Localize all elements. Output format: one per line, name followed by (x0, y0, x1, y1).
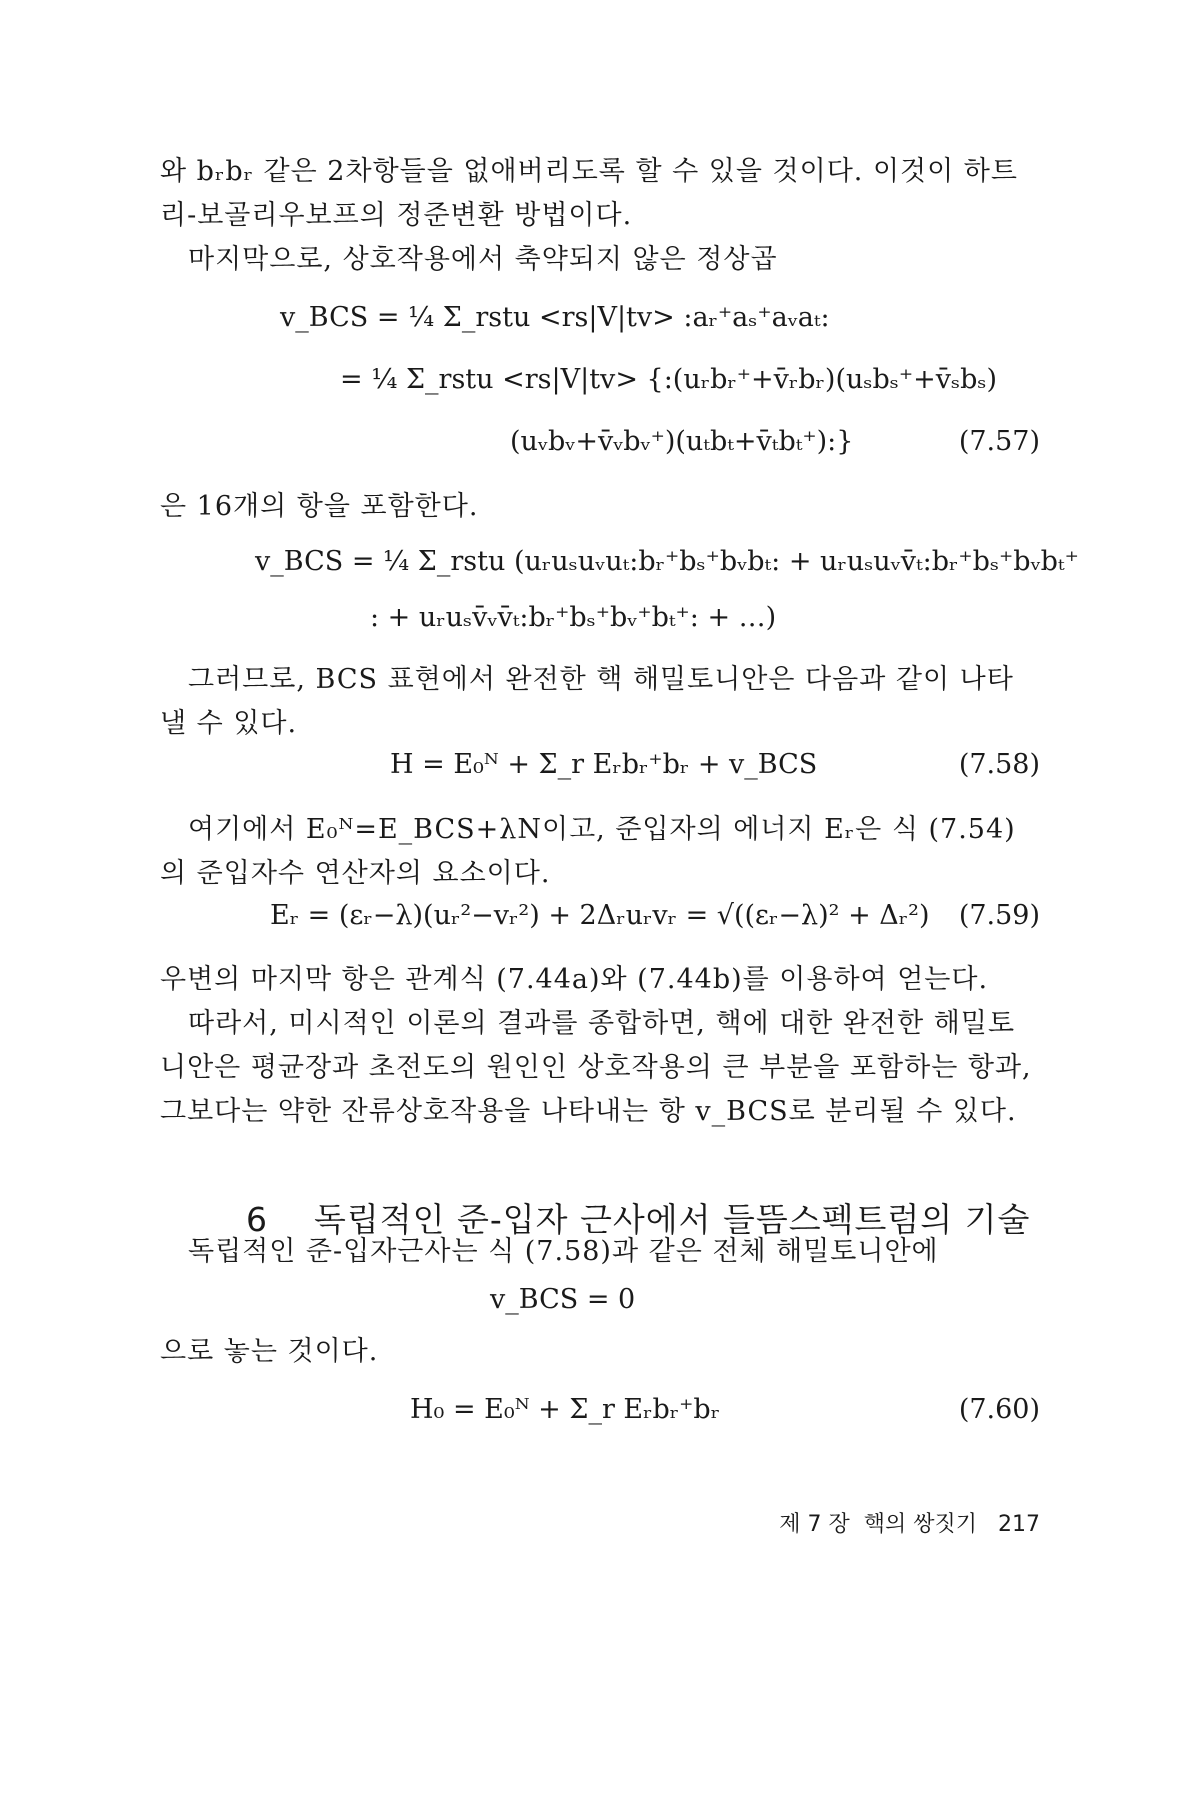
paragraph-full-hamiltonian: 그러므로, BCS 표현에서 완전한 핵 해밀토니안은 다음과 같이 나타낼 수 있다. (160, 664, 1014, 739)
equation-number-7-57: (7.57) (958, 426, 1040, 457)
equation-vbcs-expanded-line-2: : + uᵣuₛv̄ᵥv̄ₜ:bᵣ⁺bₛ⁺bᵥ⁺bₜ⁺: + …) (370, 602, 777, 633)
paragraph-summary: 따라서, 미시적인 이론의 결과를 종합하면, 핵에 대한 완전한 해밀토니안은 평균장과 초전도의 원인인 상호작용의 큰 부분을 포함하는 항과, 그보다는 약한 잔류상호작용을 나타내는 항 v_BCS로 분리될 수 있다. (160, 1008, 1042, 1127)
paragraph-normal-product-intro: 마지막으로, 상호작용에서 축약되지 않은 정상곱 (188, 244, 778, 275)
equation-7-57-line-3: (uᵥbᵥ+v̄ᵥbᵥ⁺)(uₜbₜ+v̄ₜbₜ⁺):} (510, 426, 854, 457)
equation-7-59: Eᵣ = (εᵣ−λ)(uᵣ²−vᵣ²) + 2Δᵣuᵣvᵣ = √((εᵣ−λ)² + Δᵣ²) (270, 900, 930, 931)
section-title: 독립적인 준-입자 근사에서 들뜸스펙트럼의 기술 (313, 1200, 1031, 1239)
equation-vbcs-expanded-line-1: v_BCS = ¼ Σ_rstu (uᵣuₛuᵥuₜ:bᵣ⁺bₛ⁺bᵥbₜ: + uᵣuₛuᵥv̄ₜ:bᵣ⁺bₛ⁺bᵥbₜ⁺ (255, 546, 1079, 577)
paragraph-hartree-bogoliubov: 와 bᵣbᵣ 같은 2차항들을 없애버리도록 할 수 있을 것이다. 이것이 하트리-보골리우보프의 정준변환 방법이다. (160, 156, 1018, 231)
paragraph-right-side-term: 우변의 마지막 항은 관계식 (7.44a)와 (7.44b)를 이용하여 얻는다. (160, 964, 989, 995)
footer-chapter: 제 7 장 핵의 쌍짓기 (779, 1512, 978, 1537)
equation-7-57-line-1: v_BCS = ¼ Σ_rstu <rs|V|tv> :aᵣ⁺aₛ⁺aᵥaₜ: (280, 302, 830, 333)
section-number: 6 (245, 1200, 268, 1239)
page-footer (751, 1480, 1040, 1570)
equation-number-7-59: (7.59) (958, 900, 1040, 931)
equation-vbcs-zero: v_BCS = 0 (490, 1284, 636, 1315)
page-content (160, 150, 1079, 1710)
paragraph-setting: 으로 놓는 것이다. (160, 1336, 379, 1367)
footer-gap (977, 1512, 998, 1537)
paragraph-independent-quasiparticle: 독립적인 준-입자근사는 식 (7.58)과 같은 전체 해밀토니안에 (188, 1236, 939, 1267)
equation-number-7-58: (7.58) (958, 749, 1040, 780)
equation-7-57-line-2: = ¼ Σ_rstu <rs|V|tv> {:(uᵣbᵣ⁺+v̄ᵣbᵣ)(uₛbₛ⁺+v̄ₛbₛ) (340, 364, 997, 395)
equation-7-60: H₀ = E₀ᴺ + Σ_r Eᵣbᵣ⁺bᵣ (410, 1394, 721, 1425)
equation-7-58: H = E₀ᴺ + Σ_r Eᵣbᵣ⁺bᵣ + v_BCS (390, 749, 818, 780)
equation-number-7-60: (7.60) (958, 1394, 1040, 1425)
footer-page-number: 217 (998, 1512, 1040, 1537)
paragraph-quasiparticle-energy: 여기에서 E₀ᴺ=E_BCS+λN이고, 준입자의 에너지 Eᵣ은 식 (7.54)의 준입자수 연산자의 요소이다. (160, 814, 1016, 889)
paragraph-sixteen-terms: 은 16개의 항을 포함한다. (160, 491, 479, 522)
